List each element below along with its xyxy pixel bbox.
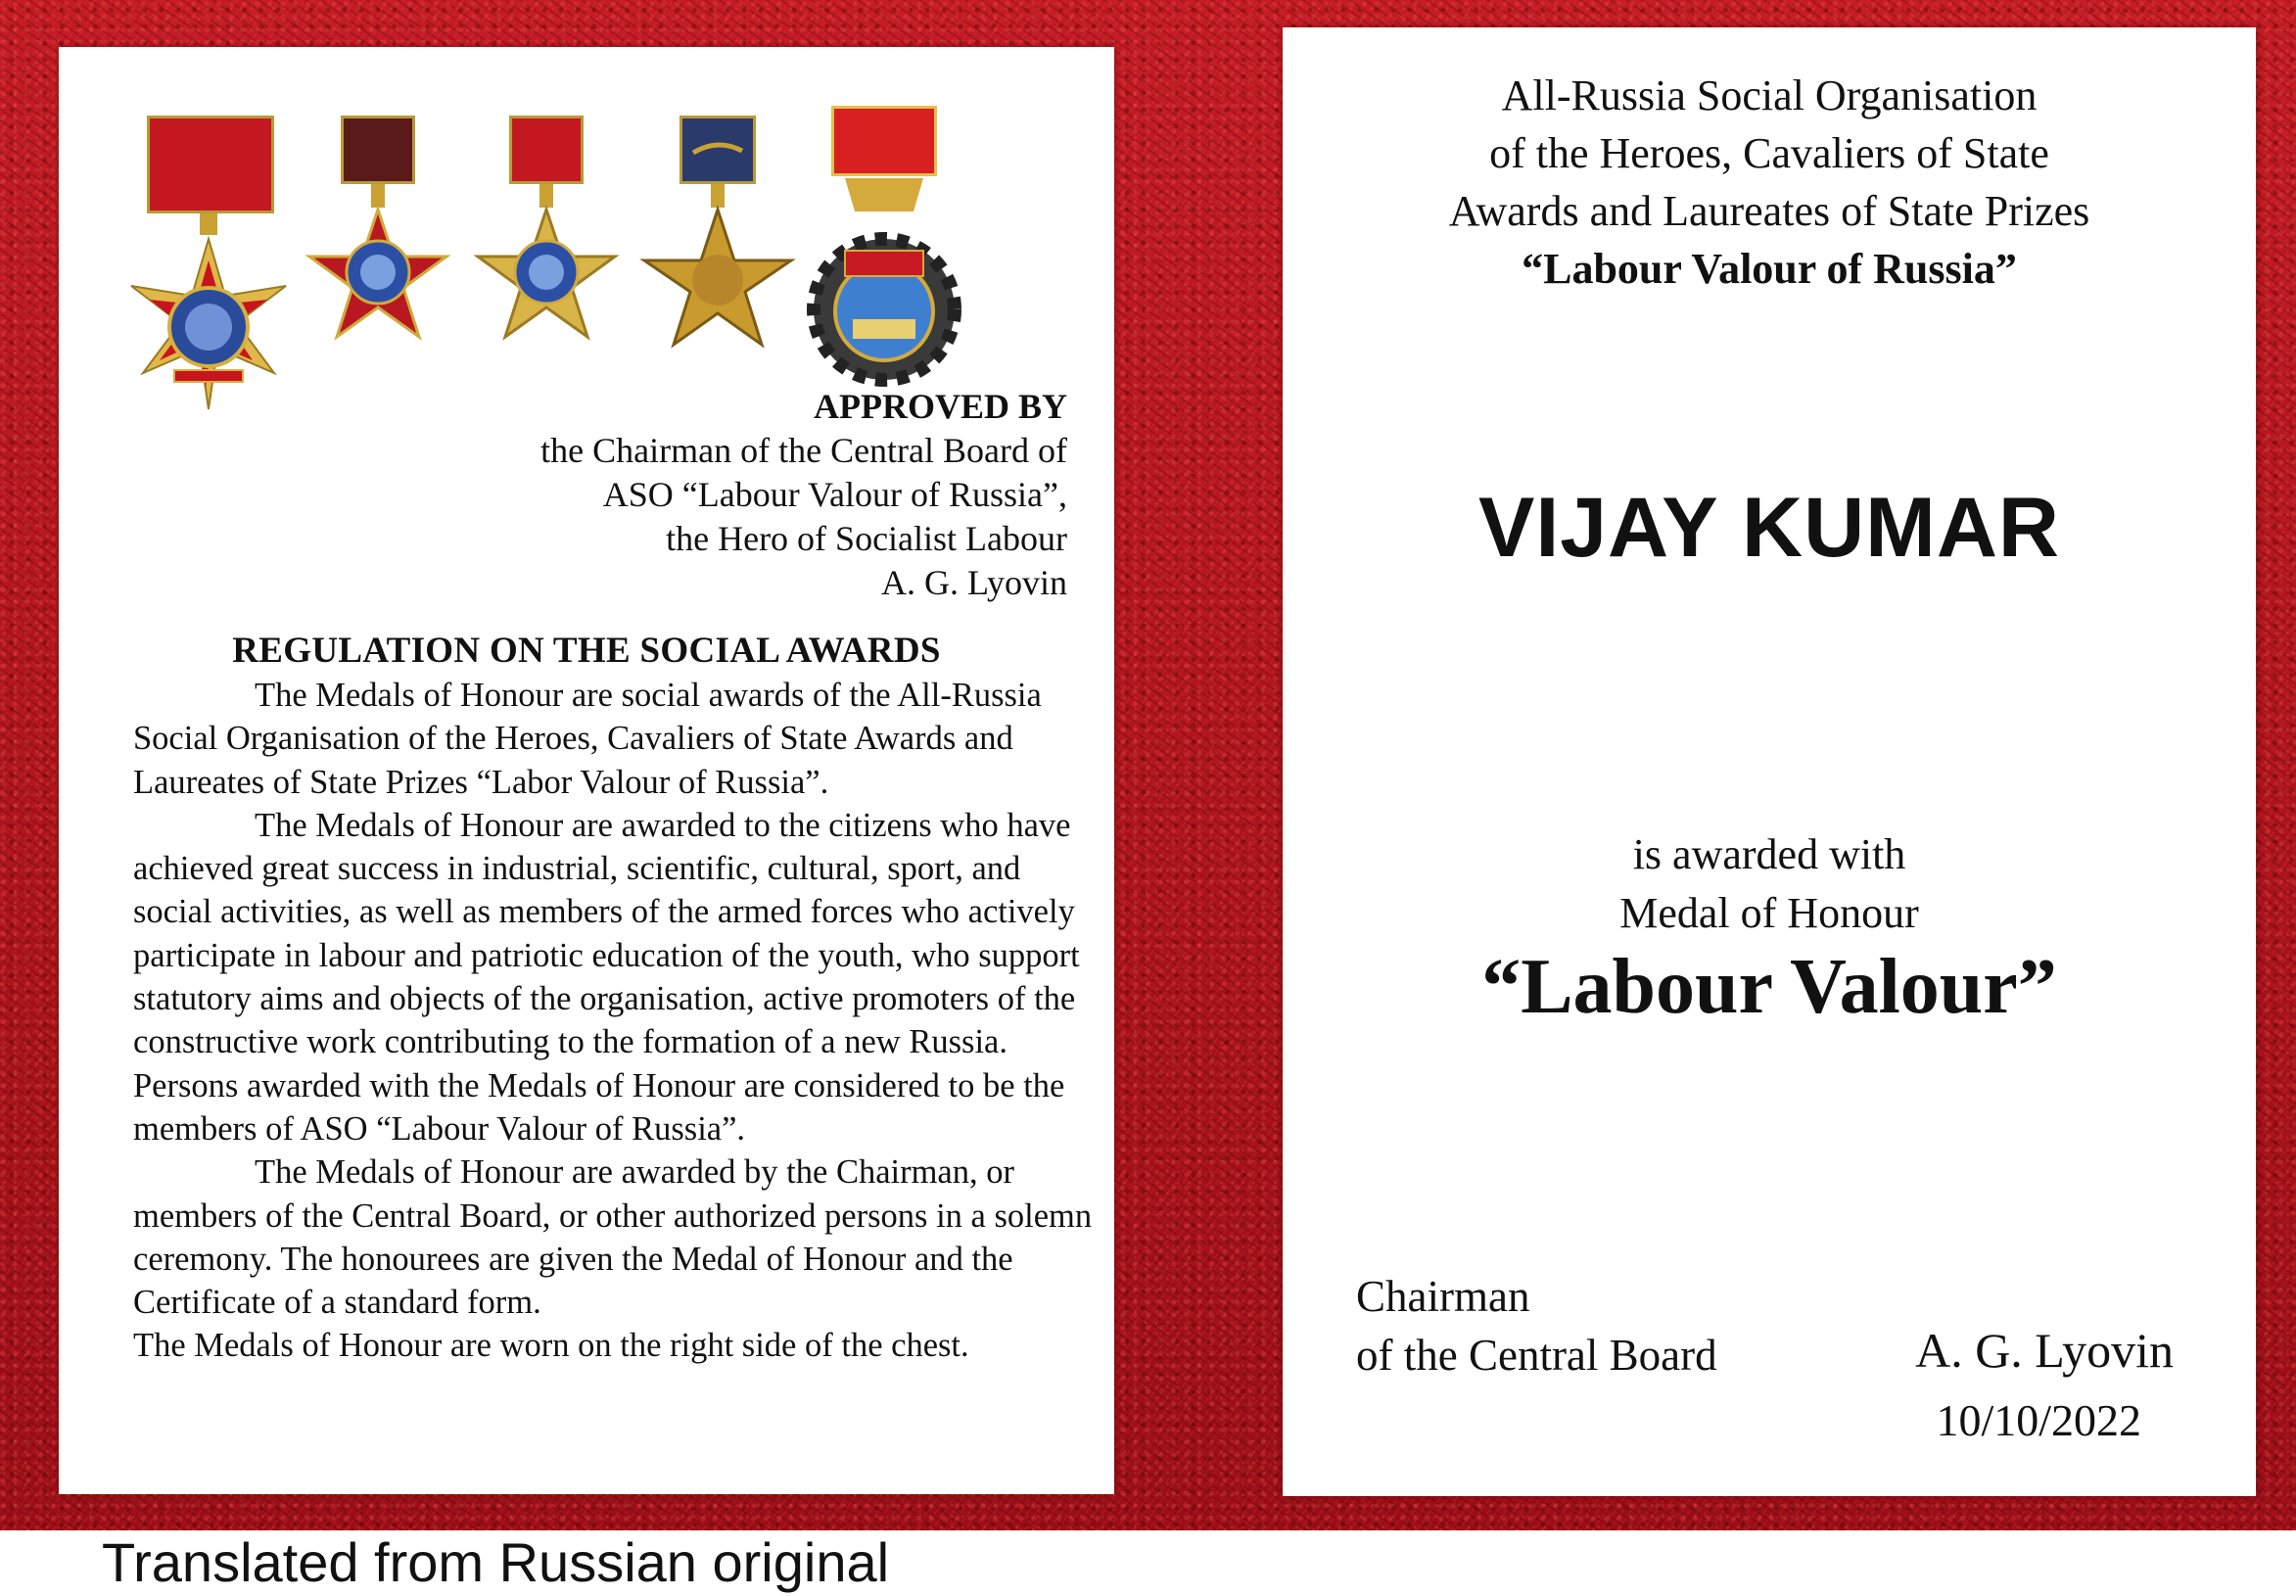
regulation-body <box>133 674 1093 1368</box>
chairman-title <box>1356 1267 1717 1385</box>
awarded-text <box>1283 825 2256 943</box>
star-medal-icon <box>468 104 625 398</box>
awarded-line: is awarded with <box>1632 830 1906 878</box>
approval-line: ASO “Labour Valour of Russia”, <box>602 475 1067 514</box>
organisation-name <box>1283 67 2256 298</box>
org-line: of the Heroes, Cavaliers of State <box>1489 129 2049 177</box>
gear-badge-medal-icon <box>806 104 962 398</box>
gold-star-medal-icon <box>634 104 801 398</box>
regulation-paragraph: The Medals of Honour are awarded to the citizens who have achieved great success in industrial, scientific, cultural, sport, and social activities, as well as members of the armed forces who actively participate in labour and patriotic education of the youth, who support statutory aims and objects of the organisation, active promoters of the constructive work contributing to the formation of a new Russia. <box>133 806 1080 1061</box>
approval-line: the Chairman of the Central Board of <box>540 431 1067 470</box>
org-line: All-Russia Social Organisation <box>1501 71 2038 119</box>
medal-name: “Labour Valour” <box>1481 944 2057 1030</box>
chairman-line: of the Central Board <box>1356 1331 1717 1380</box>
regulation-paragraph: The Medals of Honour are worn on the right side of the chest. <box>133 1327 969 1365</box>
award-date: 10/10/2022 <box>1936 1395 2141 1445</box>
right-page <box>1283 27 2256 1496</box>
approval-block <box>382 385 1067 605</box>
regulation-title: REGULATION ON THE SOCIAL AWARDS <box>232 631 941 671</box>
star-medal-icon <box>300 104 456 398</box>
org-line: “Labour Valour of Russia” <box>1522 245 2017 293</box>
regulation-paragraph: The Medals of Honour are awarded by the Chairman, or members of the Central Board, or other authorized persons in a solemn ceremony. The honourees are given the Medal of Honour and the Certificate of a standard form. <box>133 1153 1093 1322</box>
chairman-line: Chairman <box>1356 1272 1530 1321</box>
left-page <box>59 47 1114 1494</box>
translation-note: Translated from Russian original <box>102 1531 890 1593</box>
approval-signer: A. G. Lyovin <box>880 563 1067 602</box>
regulation-paragraph: The Medals of Honour are social awards of the All-Russia Social Organisation of the Heroes, Cavaliers of State Awards and Laureates of State Prizes “Labor Valour of Russia”. <box>133 677 1042 801</box>
regulation-paragraph: Persons awarded with the Medals of Honour are considered to be the members of ASO “Labour Valour of Russia”. <box>133 1066 1065 1148</box>
org-line: Awards and Laureates of State Prizes <box>1448 187 2090 235</box>
approval-line: the Hero of Socialist Labour <box>666 519 1067 558</box>
approval-heading: APPROVED BY <box>814 387 1067 426</box>
awarded-line: Medal of Honour <box>1619 889 1919 937</box>
recipient-name: VIJAY KUMAR <box>1477 481 2061 575</box>
star-order-medal-icon <box>106 104 311 525</box>
signer-name: A. G. Lyovin <box>1915 1323 2174 1378</box>
